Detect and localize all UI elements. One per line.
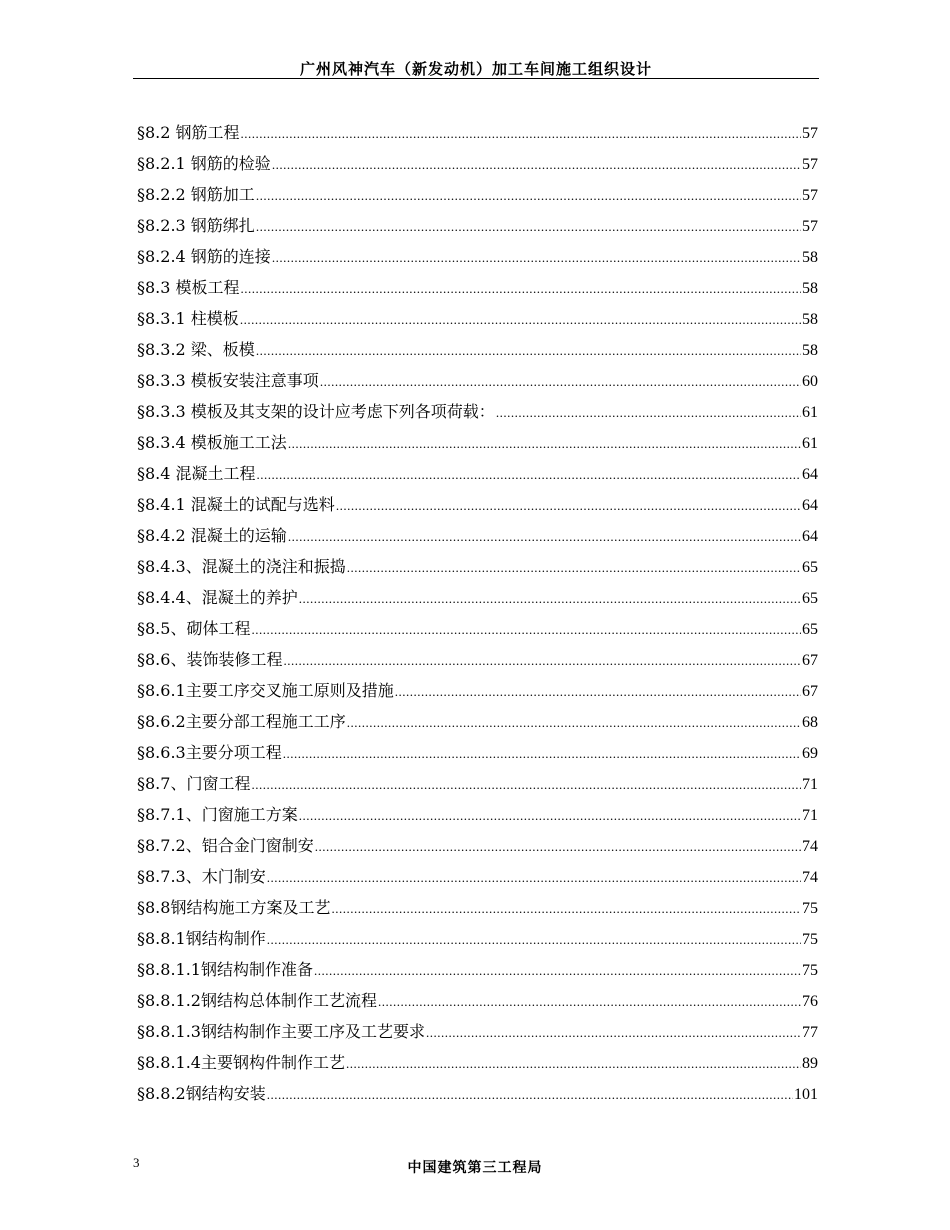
toc-entry-label: §8.6.1主要工序交叉施工原则及措施 <box>137 681 394 700</box>
toc-entry[interactable] <box>137 303 818 334</box>
toc-entry[interactable] <box>137 737 818 768</box>
toc-entry[interactable] <box>137 768 818 799</box>
toc-dot-leader <box>288 521 801 552</box>
toc-entry[interactable] <box>137 489 818 520</box>
toc-entry[interactable] <box>137 1078 818 1109</box>
toc-dot-leader <box>256 180 801 211</box>
toc-dot-leader <box>241 118 801 149</box>
toc-dot-leader <box>283 738 801 769</box>
header-divider <box>133 78 819 79</box>
toc-entry[interactable] <box>137 830 818 861</box>
toc-entry-page-number: 60 <box>802 373 818 390</box>
toc-entry-page-number: 64 <box>802 466 818 483</box>
toc-entry-page-number: 57 <box>802 156 818 173</box>
toc-entry[interactable] <box>137 427 818 458</box>
toc-dot-leader <box>315 831 801 862</box>
toc-dot-leader <box>283 645 801 676</box>
toc-entry-page-number: 101 <box>794 1086 818 1103</box>
toc-dot-leader <box>347 552 801 583</box>
toc-entry-page-number: 71 <box>802 807 818 824</box>
toc-entry[interactable] <box>137 706 818 737</box>
toc-entry-page-number: 89 <box>802 1055 818 1072</box>
toc-entry-page-number: 74 <box>802 838 818 855</box>
toc-entry-label: §8.6.3主要分项工程 <box>137 743 282 762</box>
toc-entry[interactable] <box>137 520 818 551</box>
toc-entry-label: §8.4.1 混凝土的试配与选料 <box>137 495 335 514</box>
toc-entry-page-number: 75 <box>802 962 818 979</box>
toc-entry-label: §8.4.3、混凝土的浇注和振捣 <box>137 557 346 576</box>
toc-entry-page-number: 69 <box>802 745 818 762</box>
toc-dot-leader <box>272 149 801 180</box>
toc-entry-label: §8.2.1 钢筋的检验 <box>137 154 271 173</box>
toc-dot-leader <box>426 1017 801 1048</box>
toc-entry-page-number: 75 <box>802 900 818 917</box>
toc-entry-label: §8.8钢结构施工方案及工艺 <box>137 898 331 917</box>
toc-entry-page-number: 58 <box>802 311 818 328</box>
toc-entry-label: §8.3.3 模板及其支架的设计应考虑下列各项荷载： <box>137 402 495 421</box>
toc-dot-leader <box>240 304 801 335</box>
toc-entry-label: §8.8.1钢结构制作 <box>137 929 266 948</box>
toc-entry[interactable] <box>137 117 818 148</box>
toc-dot-leader <box>346 1048 801 1079</box>
toc-dot-leader <box>288 428 801 459</box>
toc-entry-label: §8.3 模板工程 <box>137 278 240 297</box>
toc-entry-label: §8.6、装饰装修工程 <box>137 650 283 669</box>
toc-entry-label: §8.8.1.3钢结构制作主要工序及工艺要求 <box>137 1022 425 1041</box>
toc-entry-page-number: 58 <box>802 249 818 266</box>
toc-entry-label: §8.4 混凝土工程 <box>137 464 256 483</box>
toc-entry[interactable] <box>137 210 818 241</box>
toc-dot-leader <box>251 769 801 800</box>
toc-entry-label: §8.2 钢筋工程 <box>137 123 240 142</box>
toc-dot-leader <box>314 955 801 986</box>
toc-entry-label: §8.8.1.4主要钢构件制作工艺 <box>137 1053 345 1072</box>
toc-entry-label: §8.7.1、门窗施工方案 <box>137 805 298 824</box>
toc-entry[interactable] <box>137 644 818 675</box>
toc-entry[interactable] <box>137 675 818 706</box>
toc-entry-page-number: 57 <box>802 125 818 142</box>
toc-entry-page-number: 65 <box>802 590 818 607</box>
toc-dot-leader <box>496 397 801 428</box>
toc-dot-leader <box>241 273 801 304</box>
toc-entry[interactable] <box>137 799 818 830</box>
toc-entry-page-number: 71 <box>802 776 818 793</box>
toc-entry-label: §8.2.2 钢筋加工 <box>137 185 255 204</box>
toc-entry-label: §8.4.4、混凝土的养护 <box>137 588 298 607</box>
toc-entry[interactable] <box>137 985 818 1016</box>
toc-entry-page-number: 77 <box>802 1024 818 1041</box>
toc-entry-page-number: 64 <box>802 497 818 514</box>
toc-dot-leader <box>267 862 801 893</box>
toc-entry-page-number: 64 <box>802 528 818 545</box>
toc-entry-page-number: 65 <box>802 559 818 576</box>
toc-entry-label: §8.3.2 梁、板模 <box>137 340 255 359</box>
toc-entry[interactable] <box>137 892 818 923</box>
toc-entry-label: §8.8.1.2钢结构总体制作工艺流程 <box>137 991 377 1010</box>
toc-entry[interactable] <box>137 148 818 179</box>
toc-entry-page-number: 74 <box>802 869 818 886</box>
toc-entry[interactable] <box>137 1016 818 1047</box>
toc-entry-page-number: 76 <box>802 993 818 1010</box>
toc-entry-label: §8.8.1.1钢结构制作准备 <box>137 960 313 979</box>
toc-entry-page-number: 61 <box>802 435 818 452</box>
toc-entry[interactable] <box>137 613 818 644</box>
toc-entry-page-number: 58 <box>802 280 818 297</box>
toc-dot-leader <box>256 211 801 242</box>
toc-entry-label: §8.2.3 钢筋绑扎 <box>137 216 255 235</box>
toc-entry-page-number: 75 <box>802 931 818 948</box>
toc-entry-page-number: 57 <box>802 187 818 204</box>
toc-dot-leader <box>347 707 801 738</box>
document-title: 广州风神汽车（新发动机）加工车间施工组织设计 <box>299 60 652 78</box>
toc-entry-page-number: 65 <box>802 621 818 638</box>
toc-entry-label: §8.6.2主要分部工程施工工序 <box>137 712 346 731</box>
toc-entry[interactable] <box>137 861 818 892</box>
toc-entry[interactable] <box>137 1047 818 1078</box>
toc-entry-label: §8.7、门窗工程 <box>137 774 251 793</box>
table-of-contents <box>137 117 818 1109</box>
toc-entry-page-number: 61 <box>802 404 818 421</box>
toc-entry-label: §8.3.3 模板安装注意事项 <box>137 371 319 390</box>
toc-entry[interactable] <box>137 179 818 210</box>
toc-entry[interactable] <box>137 365 818 396</box>
toc-entry[interactable] <box>137 458 818 489</box>
toc-entry-label: §8.5、砌体工程 <box>137 619 251 638</box>
toc-entry[interactable] <box>137 954 818 985</box>
toc-dot-leader <box>257 459 801 490</box>
toc-entry-label: §8.8.2钢结构安装 <box>137 1084 266 1103</box>
toc-dot-leader <box>256 335 801 366</box>
toc-entry-label: §8.3.4 模板施工工法 <box>137 433 287 452</box>
toc-entry[interactable] <box>137 334 818 365</box>
toc-entry-label: §8.7.2、铝合金门窗制安 <box>137 836 314 855</box>
toc-entry[interactable] <box>137 582 818 613</box>
toc-entry-page-number: 67 <box>802 683 818 700</box>
page-number: 3 <box>133 1155 140 1170</box>
toc-entry[interactable] <box>137 272 818 303</box>
toc-dot-leader <box>320 366 801 397</box>
toc-dot-leader <box>299 583 801 614</box>
toc-entry-page-number: 57 <box>802 218 818 235</box>
toc-dot-leader <box>395 676 801 707</box>
toc-entry-label: §8.7.3、木门制安 <box>137 867 266 886</box>
toc-entry-label: §8.3.1 柱模板 <box>137 309 239 328</box>
toc-dot-leader <box>336 490 801 521</box>
toc-entry-page-number: 67 <box>802 652 818 669</box>
toc-entry[interactable] <box>137 396 818 427</box>
toc-dot-leader <box>251 614 801 645</box>
toc-entry-label: §8.2.4 钢筋的连接 <box>137 247 271 266</box>
toc-entry-page-number: 68 <box>802 714 818 731</box>
toc-dot-leader <box>267 924 801 955</box>
toc-dot-leader <box>299 800 801 831</box>
toc-dot-leader <box>272 242 801 273</box>
toc-entry[interactable] <box>137 241 818 272</box>
toc-entry-label: §8.4.2 混凝土的运输 <box>137 526 287 545</box>
toc-entry[interactable] <box>137 923 818 954</box>
toc-entry[interactable] <box>137 551 818 582</box>
footer-organization: 中国建筑第三工程局 <box>407 1160 543 1176</box>
toc-entry-page-number: 58 <box>802 342 818 359</box>
toc-dot-leader <box>267 1079 793 1110</box>
toc-dot-leader <box>331 893 801 924</box>
toc-dot-leader <box>378 986 801 1017</box>
